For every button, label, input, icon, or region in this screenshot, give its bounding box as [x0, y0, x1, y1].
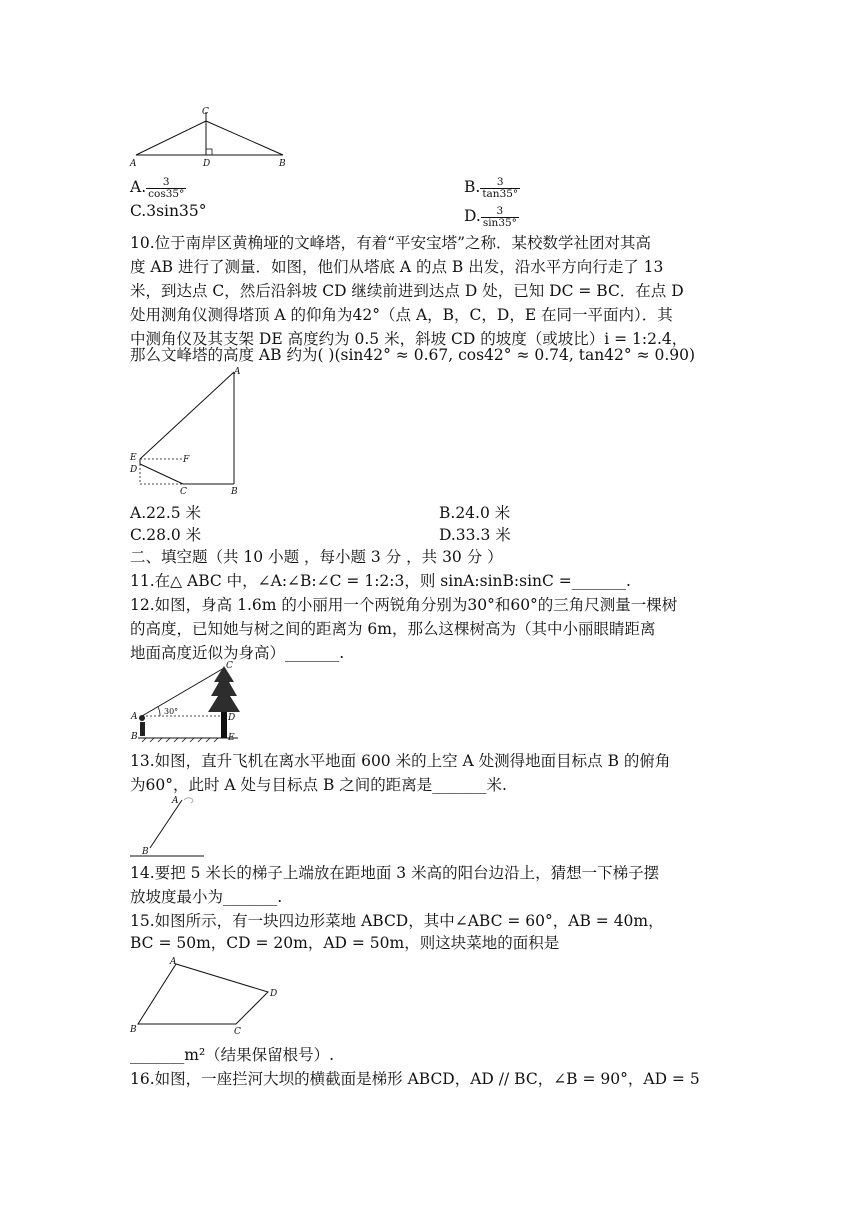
- q9-triangle-figure: [128, 104, 298, 172]
- q10-line-4: 处用测角仪测得塔顶 A 的仰角为42°（点 A，B，C，D，E 在同一平面内）．其: [130, 306, 673, 324]
- q11-text: 11.在△ ABC 中，∠A:∠B:∠C = 1:2:3，则 sinA:sinB:sinC =_______.: [130, 572, 631, 590]
- fig9-label-d: D: [203, 159, 211, 169]
- q10-option-b: B.24.0 米: [439, 504, 511, 522]
- q9-option-d: D. $\frac{3}{\sin 35^\circ}$: [464, 204, 517, 229]
- q13-helicopter-figure: [128, 794, 208, 860]
- q9-option-b: B. $\frac{3}{\tan 35^\circ}$: [464, 175, 519, 200]
- section-heading: 二、填空题（共 10 小题 ，每小题 3 分 ，共 30 分 ）: [130, 548, 503, 566]
- fig10-label-b: B: [231, 487, 238, 497]
- fig12-label-a: A: [131, 712, 138, 722]
- q10-option-c: C.28.0 米: [130, 526, 202, 544]
- fig10-label-a: A: [234, 367, 241, 377]
- q13-line-1: 13.如图，直升飞机在离水平地面 600 米的上空 A 处测得地面目标点 B 的俯角: [130, 752, 671, 770]
- fig10-label-d: D: [130, 465, 138, 475]
- q10-line-2: 度 AB 进行了测量．如图，他们从塔底 A 的点 B 出发，沿水平方向行走了 13: [130, 258, 664, 276]
- fig9-label-c: C: [202, 107, 209, 117]
- fig12-label-d: D: [228, 713, 236, 723]
- q10-option-a: A.22.5 米: [130, 504, 202, 522]
- q14-line-2: 放坡度最小为_______.: [130, 888, 283, 906]
- fig9-label-b: B: [279, 159, 286, 169]
- fig9-label-a: A: [130, 159, 137, 169]
- q9-option-a: A. $\frac{3}{\cos 35^\circ}$: [130, 175, 185, 200]
- q10-line-1: 10.位于南岸区黄桷垭的文峰塔，有着“平安宝塔”之称．某校数学社团对其高: [130, 234, 652, 252]
- fig12-label-b: B: [131, 732, 138, 742]
- q10-line-5: 中测角仪及其支架 DE 高度约为 0.5 米，斜坡 CD 的坡度（或坡比）i = 1:2.4，: [130, 330, 688, 348]
- q12-line-2: 的高度，已知她与树之间的距离为 6m，那么这棵树高为（其中小丽眼睛距离: [130, 620, 656, 638]
- q15-line-1: 15.如图所示，有一块四边形菜地 ABCD，其中∠ABC = 60°，AB = 40m，: [130, 912, 664, 930]
- q13-line-2: 为60°，此时 A 处与目标点 B 之间的距离是_______米.: [130, 776, 507, 794]
- q10-line-6: 那么文峰塔的高度 AB 约为( )(sin42° ≈ 0.67, cos42° ≈ 0.74, tan42° ≈ 0.90): [130, 346, 696, 364]
- q15-line-2: BC = 50m，CD = 20m，AD = 50m，则这块菜地的面积是: [130, 934, 560, 952]
- fig15-label-a: A: [170, 957, 177, 967]
- fig13-label-b: B: [142, 847, 149, 857]
- q15-quadrilateral-figure: [128, 956, 288, 1036]
- q12-tree-figure: [128, 660, 248, 746]
- fig10-label-e: E: [130, 453, 137, 463]
- fig15-label-d: D: [270, 989, 278, 999]
- q14-line-1: 14.要把 5 米长的梯子上端放在距地面 3 米高的阳台边沿上，猜想一下梯子摆: [130, 864, 660, 882]
- fig10-label-f: F: [183, 455, 190, 465]
- fig12-angle: 30°: [164, 707, 179, 716]
- q10-option-d: D.33.3 米: [439, 526, 511, 544]
- q10-line-3: 米，到达点 C，然后沿斜坡 CD 继续前进到达点 D 处，已知 DC = BC．在点 D: [130, 282, 684, 300]
- q9-option-c: C.3sin35°: [130, 202, 207, 220]
- fig15-label-b: B: [130, 1025, 137, 1035]
- q15-answer-line: _______m²（结果保留根号）.: [130, 1046, 335, 1064]
- fig15-label-c: C: [234, 1027, 241, 1037]
- q12-line-3: 地面高度近似为身高）_______.: [130, 644, 345, 662]
- q10-tower-figure: [128, 366, 248, 500]
- fig10-label-c: C: [180, 487, 187, 497]
- q12-line-1: 12.如图，身高 1.6m 的小丽用一个两锐角分别为30°和60°的三角尺测量一棵树: [130, 596, 678, 614]
- fig12-label-e: E: [228, 733, 235, 743]
- fig12-label-c: C: [226, 661, 233, 671]
- fig13-label-a: A: [172, 796, 179, 806]
- q16-text: 16.如图，一座拦河大坝的横截面是梯形 ABCD，AD // BC，∠B = 90°，AD = 5: [130, 1070, 700, 1088]
